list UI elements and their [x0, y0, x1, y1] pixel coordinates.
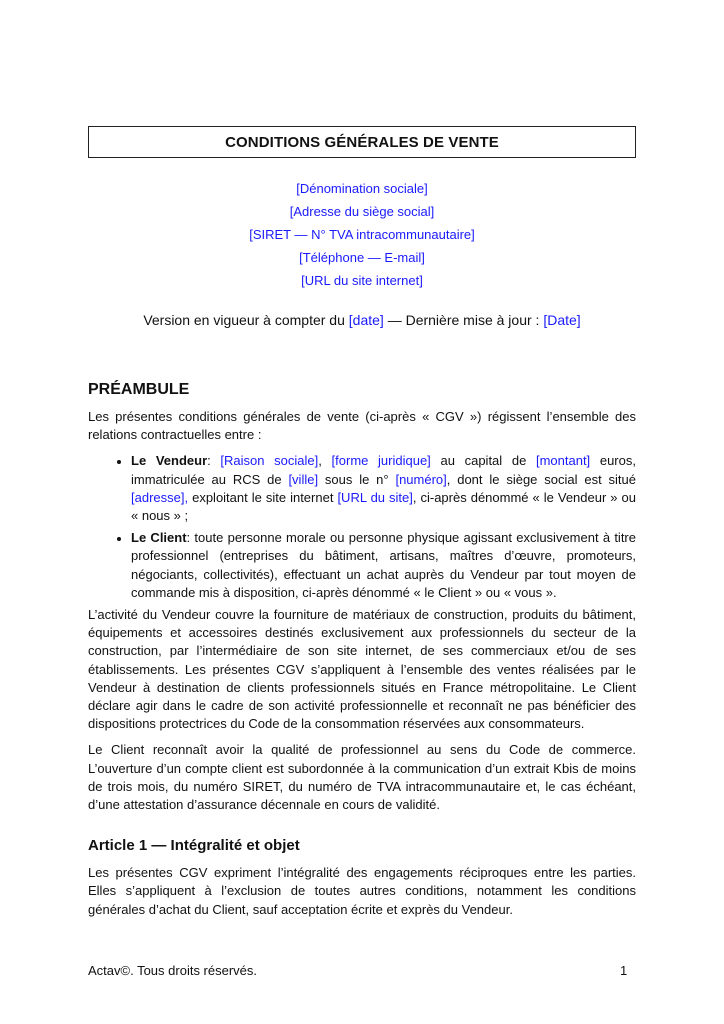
vendeur-text-6: , dont le siège social est situé — [446, 471, 636, 487]
vendeur-text-1: : — [207, 453, 221, 469]
article-1-text: Les présentes CGV expriment l’intégralité des engagements réciproques entre les parties. Elles s’appliquent à l’exclusion de toutes autres conditions, notamment les conditions générales d’achat du Client, sauf acceptation écrite et exprès du Vendeur. — [88, 865, 636, 917]
vendeur-text-7: exploitant le site internet — [188, 489, 338, 505]
ph-forme-juridique: [forme juridique] — [331, 453, 431, 469]
header-contact: [Téléphone — E-mail] — [299, 250, 425, 265]
header-address: [Adresse du siège social] — [289, 204, 435, 219]
update-date: [Date] — [543, 312, 581, 328]
vendeur-text-5: sous le n° — [318, 471, 396, 487]
vendeur-label: Le Vendeur — [131, 453, 208, 469]
client-text: : toute personne morale ou personne physique agissant exclusivement à titre professionnel (entreprises du bâtiment, artisans, maîtres d’œuvre, promoteurs, négociants, collectivités), effectuant un achat auprès du Vendeur par tout moyen de commande mis à disposition, ci-après dénommé « le Client » ou « vous ». — [131, 530, 636, 600]
preambule-paragraph-activity: L’activité du Vendeur couvre la fourniture de matériaux de construction, produits du bâtiment, équipements et accessoires destinés exclusivement aux professionnels du secteur de la construction, par l’intermédiaire de son site internet, de ses commerciaux et/ou de ses établissements. Les présentes CGV s’appliquent à l’ensemble des ventes réalisées par le Vendeur à destination de clients professionnels situés en France métropolitaine. Le Client déclare agir dans le cadre de son activité professionnelle et reconnaît ne pas bénéficier des dispositions protectrices du Code de la consommation réservées aux consommateurs. — [88, 607, 636, 732]
ph-url-site: [URL du site] — [337, 489, 413, 505]
article-1-heading: Article 1 — Intégralité et objet — [88, 837, 300, 855]
header-website: [URL du site internet] — [301, 273, 423, 288]
version-date: [date] — [348, 312, 384, 328]
document-body — [88, 380, 636, 927]
version-prefix: Version en vigueur à compter du — [143, 312, 349, 328]
parties-list — [88, 452, 636, 602]
document-title: CONDITIONS GÉNÉRALES DE VENTE — [225, 133, 499, 151]
version-middle: — Dernière mise à jour : — [383, 312, 544, 328]
vendeur-text-2: , — [318, 453, 332, 469]
company-header — [88, 177, 636, 292]
preambule-intro: Les présentes conditions générales de vente (ci-après « CGV ») régissent l’ensemble des relations contractuelles entre : — [88, 409, 636, 443]
preambule-heading: PRÉAMBULE — [88, 381, 190, 398]
preambule-paragraph-client: Le Client reconnaît avoir la qualité de professionnel au sens du Code de commerce. L’ouverture d’un compte client est subordonnée à la communication d’un extrait Kbis de moins de trois mois, du numéro SIRET, du numéro de TVA intracommunautaire et, le cas échéant, d’une attestation d’assurance décennale en cours de validité. — [88, 742, 636, 813]
client-label: Le Client — [131, 530, 187, 546]
ph-montant: [montant] — [535, 453, 591, 469]
footer-copyright: Actav©. Tous droits réservés. — [88, 963, 258, 978]
ph-numero: [numéro] — [395, 471, 447, 487]
list-item-vendeur — [131, 452, 636, 525]
title-box — [88, 126, 636, 158]
header-company-name: [Dénomination sociale] — [296, 181, 428, 196]
page-number: 1 — [620, 963, 628, 978]
ph-raison-sociale: [Raison sociale] — [220, 453, 319, 469]
vendeur-text-8: , ci-après dénommé « le Vendeur » ou « nous » ; — [131, 489, 636, 524]
header-siret: [SIRET — N° TVA intracommunautaire] — [249, 227, 475, 242]
vendeur-text-4: euros, immatriculée au RCS de — [131, 453, 636, 487]
version-line — [88, 310, 636, 330]
vendeur-text-3: au capital de — [430, 453, 536, 469]
ph-ville: [ville] — [288, 471, 319, 487]
list-item-client — [131, 529, 636, 602]
ph-adresse: [adresse], — [131, 489, 189, 505]
